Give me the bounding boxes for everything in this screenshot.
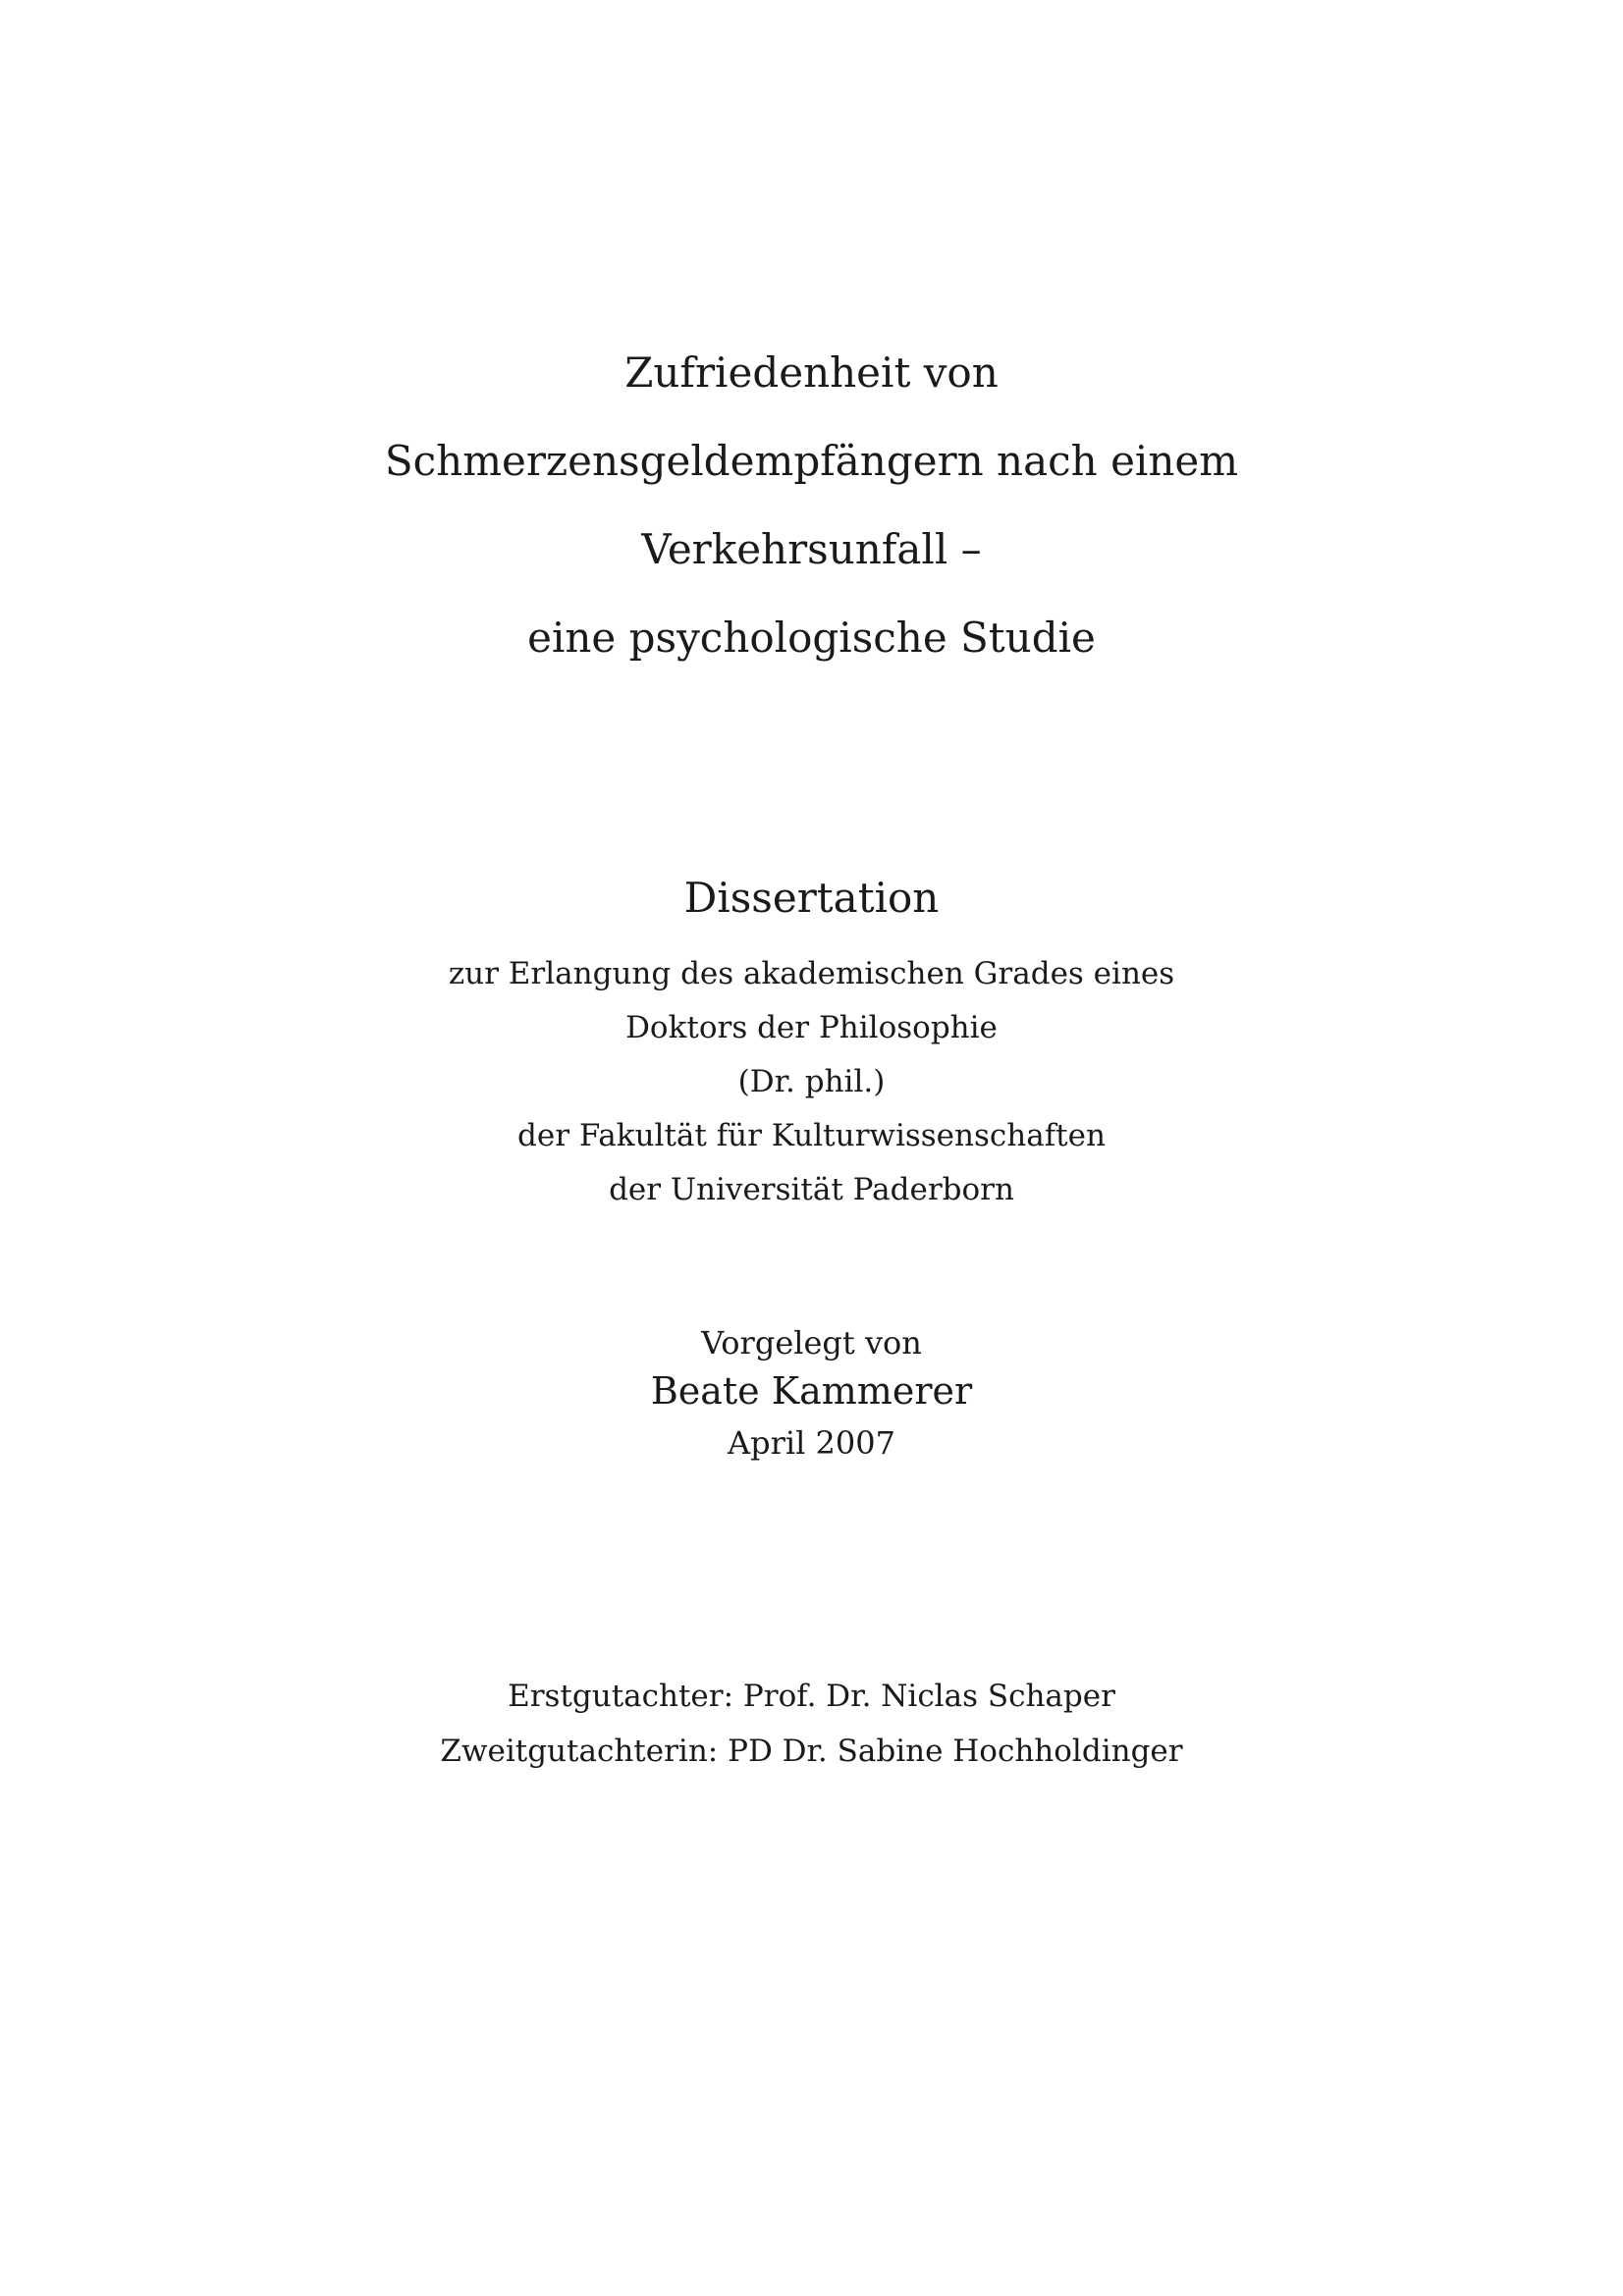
thesis-title	[0, 329, 1623, 682]
purpose-line-2: Doktors der Philosophie	[625, 1010, 998, 1045]
submitted-by-label: Vorgelegt von	[701, 1324, 922, 1362]
second-reviewer: Zweitgutachterin: PD Dr. Sabine Hochholdinger	[440, 1734, 1183, 1769]
reviewers	[0, 1669, 1623, 1779]
submission-date: April 2007	[728, 1424, 895, 1462]
title-line-2: Schmerzensgeldempfängern nach einem	[384, 437, 1239, 485]
title-line-4: eine psychologische Studie	[527, 614, 1096, 662]
first-reviewer: Erstgutachter: Prof. Dr. Niclas Schaper	[508, 1679, 1115, 1714]
purpose-line-4: der Fakultät für Kulturwissenschaften	[517, 1118, 1106, 1153]
title-line-3: Verkehrsunfall –	[641, 525, 982, 573]
purpose-line-3: (Dr. phil.)	[737, 1064, 886, 1099]
purpose-line-1: zur Erlangung des akademischen Grades eines	[448, 956, 1175, 991]
title-line-1: Zufriedenheit von	[624, 348, 999, 397]
degree-purpose	[0, 947, 1623, 1217]
purpose-line-5: der Universität Paderborn	[609, 1172, 1014, 1207]
dissertation-heading: Dissertation	[683, 874, 940, 922]
author-name: Beate Kammerer	[650, 1369, 973, 1413]
